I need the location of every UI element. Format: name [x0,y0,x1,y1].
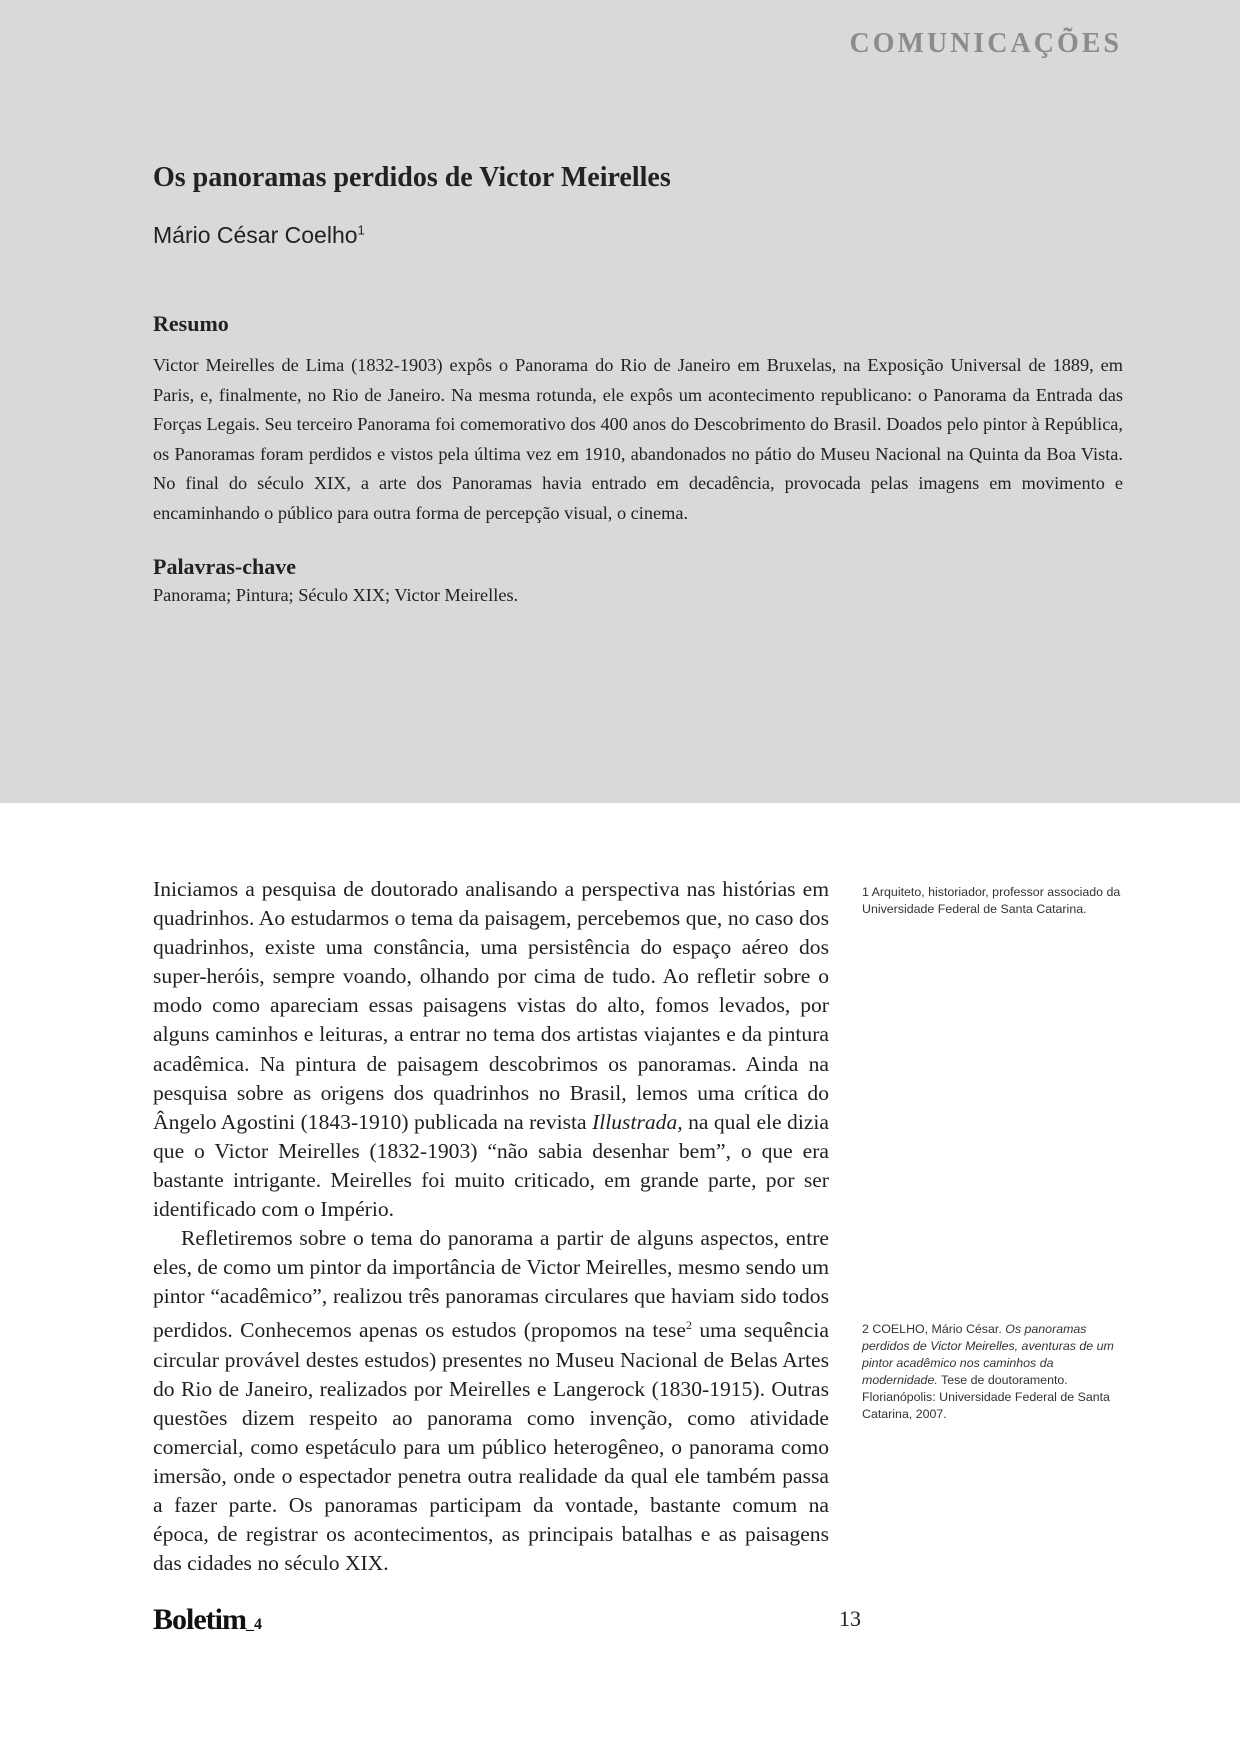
body-text-span: na qual ele dizia que o Victor Meirelles (1832-1903) “não sabia desenhar bem”, o que era bastante intrigante. Meirelles foi muito criticado, em grande parte, por ser identificado com o Império. [153,1109,829,1222]
author-name: Mário César Coelho [153,222,358,248]
footnote-mark: 2 [685,1318,692,1333]
author-note-mark: 1 [357,222,365,238]
article-title: Os panoramas perdidos de Victor Meirelles [153,162,671,193]
sidenote-1: 1 Arquiteto, historiador, professor associado da Universidade Federal de Santa Catarina. [862,885,1121,916]
publication-name: Boletim [153,1603,246,1636]
body-text-span: uma sequência circular provável destes estudos) presentes no Museu Nacional de Belas Artes do Rio de Janeiro, realizados por Meirelles e Langerock (1830-1915). Outras questões dizem respeito ao panorama como invenção, como atividade comercial, como espetáculo para um público heterogêneo, o panorama como imersão, onde o espectador penetra outra realidade da qual ele também passa a fazer parte. Os panoramas participam da vontade, bastante comum na época, de registrar os acontecimentos, as principais batalhas e as paisagens das cidades no século XIX. [153,1318,829,1576]
body-text [153,875,829,1578]
sidenote-text: 2 COELHO, Mário César. [862,1322,1006,1336]
author-line [153,222,365,249]
body-text-span: Refletiremos sobre o tema do panorama a partir de alguns aspectos, entre eles, de como um pintor da importância de Victor Meirelles, mesmo sendo um pintor “acadêmico”, realizou três panoramas circulares que haviam sido todos perdidos. Conhecemos apenas os estudos (propomos na tese [153,1226,829,1343]
keywords-text: Panorama; Pintura; Século XIX; Victor Meirelles. [153,585,519,605]
abstract-text: Victor Meirelles de Lima (1832-1903) expôs o Panorama do Rio de Janeiro em Bruxelas, na Exposição Universal de 1889, em Paris, e, finalmente, no Rio de Janeiro. Na mesma rotunda, ele expôs um acontecimento republicano: o Panorama da Entrada das Forças Legais. Seu terceiro Panorama foi comemorativo dos 400 anos do Descobrimento do Brasil. Doados pelo pintor à República, os Panoramas foram perdidos e vistos pela última vez em 1910, abandonados no pátio do Museu Nacional na Quinta da Boa Vista. No final do século XIX, a arte dos Panoramas havia entrado em decadência, provocada pelas imagens em movimento e encaminhando o público para outra forma de percepção visual, o cinema. [153,355,1123,523]
issue-number: _4 [245,1616,262,1633]
body-paragraph [153,875,829,1224]
body-paragraph [153,1224,829,1578]
magazine-title: Illustrada, [592,1109,683,1134]
sidenote-text: Tese de doutoramento. Florianópolis: Universidade Federal de Santa Catarina, 2007. [862,1373,1110,1421]
sidenote-title: Os panoramas perdidos de Victor Meirelles, aventuras de um pintor acadêmico nos caminhos da modernidade. [862,1322,1114,1387]
page-number: 13 [839,1606,861,1631]
body-text-span: Iniciamos a pesquisa de doutorado analisando a perspectiva nas histórias em quadrinhos. Ao estudarmos o tema da paisagem, percebemos que, no caso dos quadrinhos, existe uma constância, uma persistência do espaço aéreo dos super-heróis, sempre voando, olhando por cima de tudo. Ao refletir sobre o modo como apareciam essas paisagens vistas do alto, fomos levados, por alguns caminhos e leituras, a entrar no tema dos artistas viajantes e da pintura acadêmica. Na pintura de paisagem descobrimos os panoramas. Ainda na pesquisa sobre as origens dos quadrinhos no Brasil, lemos uma crítica do Ângelo Agostini (1843-1910) publicada na revista [153,877,829,1134]
publication-logo [153,1603,262,1637]
keywords-heading: Palavras-chave [153,554,296,579]
section-label: COMUNICAÇÕES [849,28,1122,59]
abstract-heading: Resumo [153,311,229,336]
sidenote-2 [862,1321,1122,1423]
